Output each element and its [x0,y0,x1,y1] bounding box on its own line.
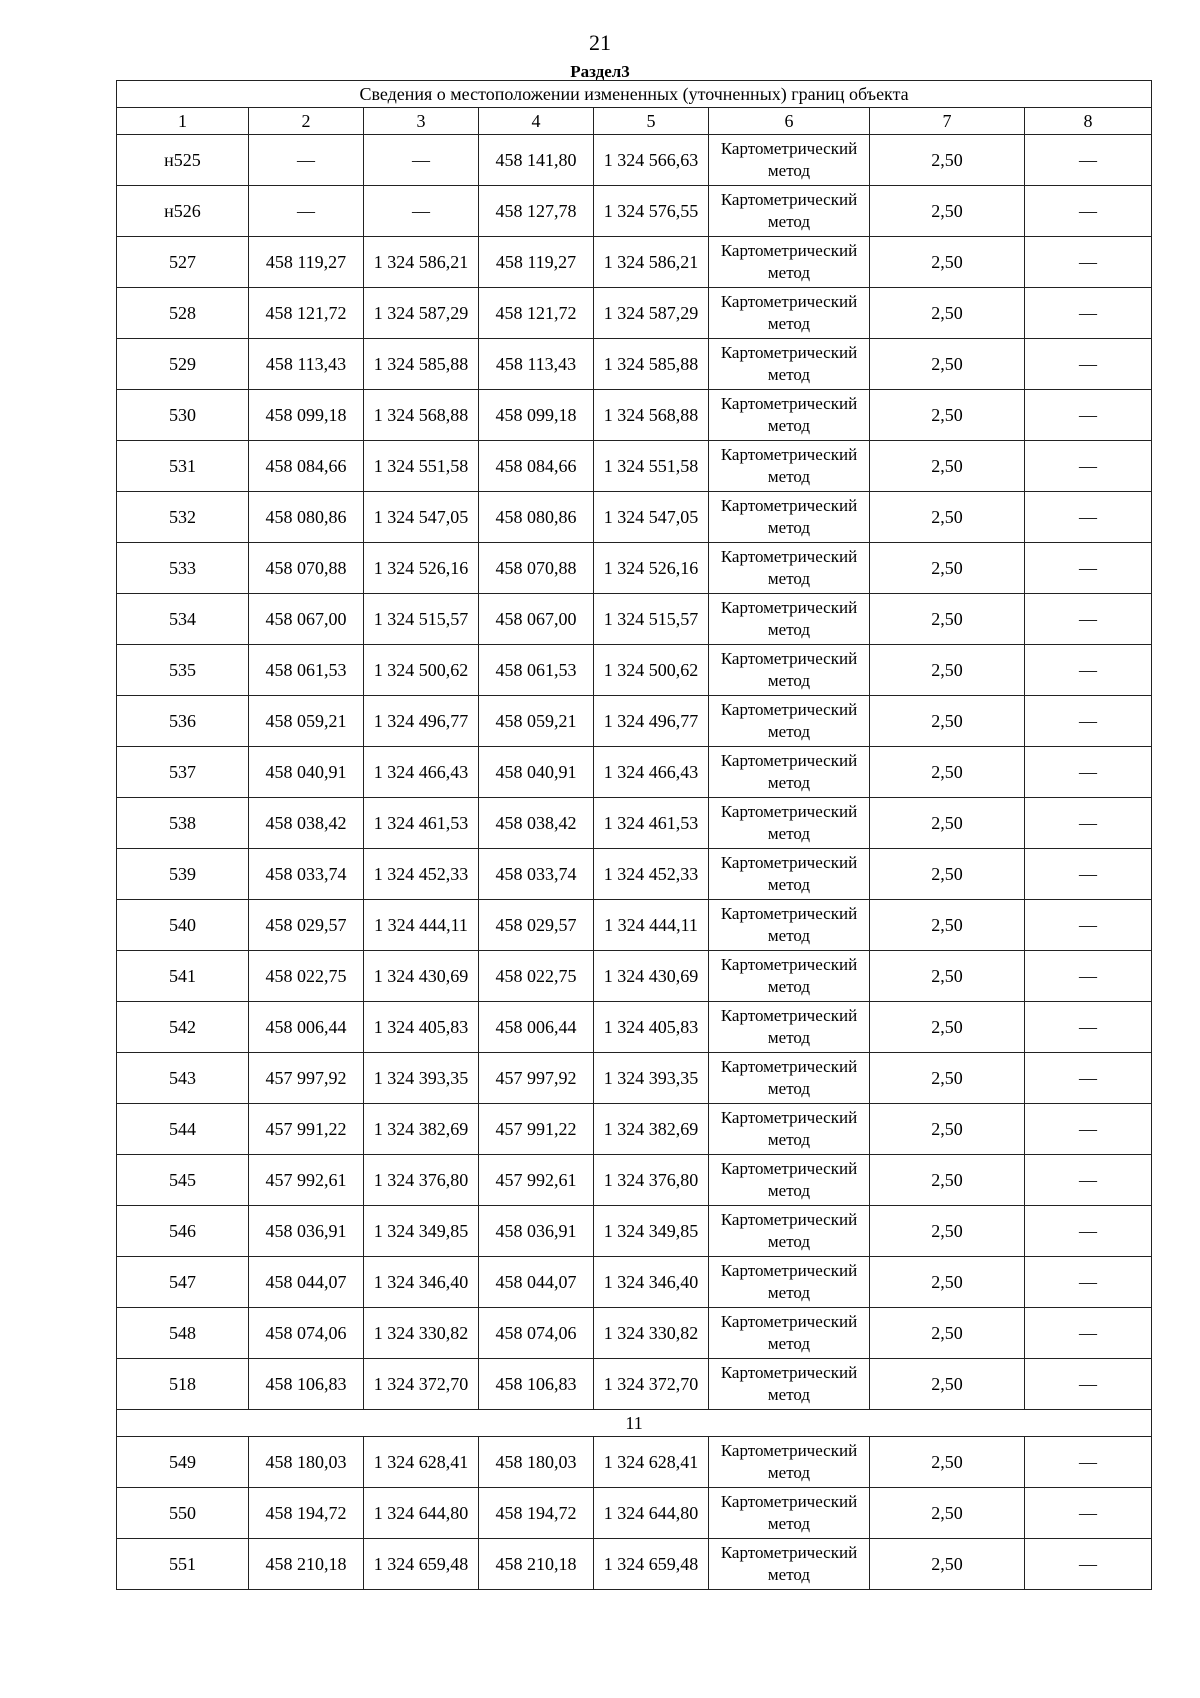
table-cell: 457 991,22 [479,1104,594,1155]
table-cell: 458 074,06 [249,1308,364,1359]
table-cell: 2,50 [870,1308,1025,1359]
table-cell: Картометрический метод [709,135,870,186]
table-cell: 458 044,07 [249,1257,364,1308]
table-row [117,1437,1152,1488]
table-cell: 1 324 659,48 [594,1539,709,1590]
table-cell: 1 324 586,21 [364,237,479,288]
table-cell: 458 059,21 [249,696,364,747]
table-cell: 1 324 496,77 [594,696,709,747]
table-cell: 458 036,91 [249,1206,364,1257]
table-cell: 551 [117,1539,249,1590]
table-row [117,1155,1152,1206]
table-cell: 2,50 [870,1359,1025,1410]
table-cell: 1 324 330,82 [594,1308,709,1359]
table-cell: 544 [117,1104,249,1155]
table-cell: 2,50 [870,288,1025,339]
table-cell: — [1025,288,1152,339]
table-cell: 1 324 461,53 [594,798,709,849]
table-cell: 2,50 [870,900,1025,951]
table-cell: 528 [117,288,249,339]
table-cell: 2,50 [870,1104,1025,1155]
table-cell: Картометрический метод [709,186,870,237]
table-row [117,1002,1152,1053]
table-cell: — [1025,186,1152,237]
table-cell: 2,50 [870,390,1025,441]
table-cell: Картометрический метод [709,492,870,543]
table-cell: 543 [117,1053,249,1104]
table-cell: 1 324 551,58 [364,441,479,492]
table-cell: 2,50 [870,696,1025,747]
table-cell: 2,50 [870,1539,1025,1590]
table-cell: 1 324 644,80 [594,1488,709,1539]
table-cell: 1 324 466,43 [364,747,479,798]
table-cell: 536 [117,696,249,747]
table-cell: 527 [117,237,249,288]
table-cell: 1 324 628,41 [594,1437,709,1488]
table-cell: 532 [117,492,249,543]
table-cell: Картометрический метод [709,1155,870,1206]
table-row [117,288,1152,339]
table-cell: 2,50 [870,441,1025,492]
table-cell: 535 [117,645,249,696]
table-cell: 546 [117,1206,249,1257]
table-row [117,1206,1152,1257]
table-row [117,645,1152,696]
table-cell: 458 022,75 [249,951,364,1002]
table-cell: 2,50 [870,1053,1025,1104]
table-cell: н525 [117,135,249,186]
table-cell: Картометрический метод [709,849,870,900]
table-row [117,1257,1152,1308]
table-cell: 1 324 376,80 [594,1155,709,1206]
table-cell: 458 033,74 [249,849,364,900]
table-cell: 458 080,86 [249,492,364,543]
table-cell: 458 061,53 [479,645,594,696]
table-cell: 458 180,03 [479,1437,594,1488]
table-row [117,696,1152,747]
table-cell: 537 [117,747,249,798]
table-cell: 458 022,75 [479,951,594,1002]
table-cell: 1 324 405,83 [594,1002,709,1053]
table-cell: — [1025,543,1152,594]
column-header: 4 [479,108,594,135]
table-cell: 458 070,88 [479,543,594,594]
table-cell: 458 038,42 [249,798,364,849]
table-cell: 458 036,91 [479,1206,594,1257]
table-cell: 458 141,80 [479,135,594,186]
table-cell: Картометрический метод [709,747,870,798]
table-cell: 1 324 547,05 [594,492,709,543]
table-row [117,1359,1152,1410]
table-cell: 1 324 500,62 [364,645,479,696]
table-cell: Картометрический метод [709,1002,870,1053]
table-row [117,237,1152,288]
table-cell: Картометрический метод [709,390,870,441]
table-cell: 1 324 576,55 [594,186,709,237]
contour-row [117,1410,1152,1437]
table-cell: — [1025,1002,1152,1053]
table-cell: 1 324 393,35 [364,1053,479,1104]
table-cell: 547 [117,1257,249,1308]
table-cell: 1 324 500,62 [594,645,709,696]
table-cell: Картометрический метод [709,288,870,339]
table-cell: 1 324 515,57 [594,594,709,645]
table-cell: 1 324 526,16 [594,543,709,594]
table-cell: 1 324 444,11 [364,900,479,951]
table-cell: 457 992,61 [249,1155,364,1206]
table-cell: 2,50 [870,951,1025,1002]
table-cell: — [1025,1206,1152,1257]
table-cell: Картометрический метод [709,696,870,747]
table-cell: 458 029,57 [249,900,364,951]
table-cell: 2,50 [870,1206,1025,1257]
table-cell: 2,50 [870,1488,1025,1539]
table-row [117,1539,1152,1590]
table-cell: 1 324 568,88 [594,390,709,441]
table-row [117,747,1152,798]
table-cell: — [1025,696,1152,747]
table-cell: 1 324 349,85 [364,1206,479,1257]
table-cell: 529 [117,339,249,390]
table-row [117,186,1152,237]
table-cell: 548 [117,1308,249,1359]
table-cell: 457 991,22 [249,1104,364,1155]
table-cell: 1 324 566,63 [594,135,709,186]
table-cell: 2,50 [870,1257,1025,1308]
table-cell: 458 121,72 [249,288,364,339]
table-cell: 458 029,57 [479,900,594,951]
table-cell: — [249,135,364,186]
table-cell: 458 194,72 [479,1488,594,1539]
table-cell: 2,50 [870,492,1025,543]
table-cell: 1 324 551,58 [594,441,709,492]
table-cell: 458 059,21 [479,696,594,747]
contour-label: 11 [117,1410,1152,1437]
table-cell: — [1025,951,1152,1002]
table-cell: 458 061,53 [249,645,364,696]
table-cell: 458 084,66 [249,441,364,492]
table-cell: 542 [117,1002,249,1053]
table-cell: 458 070,88 [249,543,364,594]
table-row [117,900,1152,951]
table-cell: — [1025,1104,1152,1155]
table-cell: 458 040,91 [479,747,594,798]
table-cell: 1 324 349,85 [594,1206,709,1257]
table-cell: — [1025,135,1152,186]
table-cell: 2,50 [870,798,1025,849]
table-cell: 458 080,86 [479,492,594,543]
table-cell: — [1025,594,1152,645]
table-cell: 458 180,03 [249,1437,364,1488]
table-cell: Картометрический метод [709,1053,870,1104]
column-header: 7 [870,108,1025,135]
table-cell: 534 [117,594,249,645]
table-cell: — [1025,798,1152,849]
table-cell: 533 [117,543,249,594]
table-cell: — [1025,339,1152,390]
table-cell: — [1025,237,1152,288]
table-row [117,390,1152,441]
table-cell: 1 324 452,33 [364,849,479,900]
table-cell: 458 040,91 [249,747,364,798]
table-cell: — [1025,900,1152,951]
table-cell: 2,50 [870,849,1025,900]
table-cell: 539 [117,849,249,900]
table-cell: 458 006,44 [479,1002,594,1053]
table-cell: 458 099,18 [479,390,594,441]
table-cell: 549 [117,1437,249,1488]
table-cell: 458 099,18 [249,390,364,441]
table-cell: 458 044,07 [479,1257,594,1308]
table-cell: 1 324 547,05 [364,492,479,543]
section-title: Раздел3 [570,62,630,81]
table-cell: 458 210,18 [479,1539,594,1590]
table-cell: 1 324 585,88 [364,339,479,390]
table-cell: 458 074,06 [479,1308,594,1359]
table-cell: 2,50 [870,339,1025,390]
table-cell: Картометрический метод [709,1539,870,1590]
table-cell: 1 324 346,40 [594,1257,709,1308]
table-cell: 1 324 461,53 [364,798,479,849]
table-cell: 1 324 430,69 [594,951,709,1002]
table-cell: Картометрический метод [709,1104,870,1155]
table-cell: 1 324 444,11 [594,900,709,951]
table-cell: — [1025,1308,1152,1359]
column-header: 8 [1025,108,1152,135]
table-cell: 2,50 [870,135,1025,186]
table-cell: 1 324 452,33 [594,849,709,900]
table-cell: 541 [117,951,249,1002]
table-row [117,543,1152,594]
table-row [117,441,1152,492]
table-cell: Картометрический метод [709,1437,870,1488]
table-cell: 458 121,72 [479,288,594,339]
table-cell: 2,50 [870,1002,1025,1053]
table-cell: 1 324 586,21 [594,237,709,288]
table-cell: 458 113,43 [479,339,594,390]
table-cell: — [1025,747,1152,798]
table-row [117,135,1152,186]
table-cell: — [1025,1155,1152,1206]
table-cell: 1 324 346,40 [364,1257,479,1308]
table-cell: 458 106,83 [249,1359,364,1410]
table-cell: 1 324 515,57 [364,594,479,645]
table-cell: 458 127,78 [479,186,594,237]
table-cell: Картометрический метод [709,543,870,594]
table-cell: 458 119,27 [479,237,594,288]
table-row [117,1308,1152,1359]
table-cell: 1 324 587,29 [364,288,479,339]
table-cell: 457 997,92 [249,1053,364,1104]
table-cell: Картометрический метод [709,951,870,1002]
table-cell: Картометрический метод [709,1488,870,1539]
table-cell: Картометрический метод [709,237,870,288]
table-cell: 1 324 382,69 [364,1104,479,1155]
table-cell: — [1025,441,1152,492]
coordinates-table [116,80,1152,1590]
table-cell: — [1025,1488,1152,1539]
table-cell: 2,50 [870,237,1025,288]
table-cell: 545 [117,1155,249,1206]
table-cell: 458 119,27 [249,237,364,288]
column-header: 1 [117,108,249,135]
table-cell: 458 067,00 [479,594,594,645]
table-cell: 458 106,83 [479,1359,594,1410]
table-cell: 457 997,92 [479,1053,594,1104]
table-cell: — [364,135,479,186]
table-cell: 1 324 405,83 [364,1002,479,1053]
table-cell: Картометрический метод [709,1206,870,1257]
table-row [117,951,1152,1002]
table-cell: 458 194,72 [249,1488,364,1539]
table-row [117,849,1152,900]
table-cell: — [1025,1257,1152,1308]
table-cell: 1 324 585,88 [594,339,709,390]
table-cell: 550 [117,1488,249,1539]
table-row [117,594,1152,645]
table-cell: — [1025,849,1152,900]
table-cell: 2,50 [870,594,1025,645]
table-cell: 2,50 [870,645,1025,696]
column-header-row [117,108,1152,135]
table-cell: 1 324 526,16 [364,543,479,594]
table-cell: 457 992,61 [479,1155,594,1206]
table-cell: Картометрический метод [709,339,870,390]
table-row [117,1053,1152,1104]
column-header: 2 [249,108,364,135]
table-cell: — [1025,1437,1152,1488]
table-row [117,798,1152,849]
page-number: 21 [589,30,611,55]
table-cell: Картометрический метод [709,1257,870,1308]
table-cell: 458 033,74 [479,849,594,900]
table-cell: н526 [117,186,249,237]
table-cell: 1 324 382,69 [594,1104,709,1155]
table-cell: 1 324 587,29 [594,288,709,339]
table-cell: — [1025,1053,1152,1104]
table-cell: 1 324 393,35 [594,1053,709,1104]
table-cell: 1 324 466,43 [594,747,709,798]
table-cell: 1 324 628,41 [364,1437,479,1488]
table-cell: Картометрический метод [709,441,870,492]
table-cell: 458 210,18 [249,1539,364,1590]
column-header: 5 [594,108,709,135]
table-cell: — [364,186,479,237]
table-cell: Картометрический метод [709,798,870,849]
column-header: 3 [364,108,479,135]
table-cell: 458 067,00 [249,594,364,645]
table-cell: 1 324 372,70 [594,1359,709,1410]
table-cell: 1 324 430,69 [364,951,479,1002]
table-cell: — [1025,492,1152,543]
table-cell: 2,50 [870,186,1025,237]
table-cell: 1 324 568,88 [364,390,479,441]
table-cell: Картометрический метод [709,900,870,951]
table-body [117,135,1152,1590]
table-cell: 458 038,42 [479,798,594,849]
table-cell: 2,50 [870,543,1025,594]
table-cell: Картометрический метод [709,1359,870,1410]
table-cell: — [1025,1359,1152,1410]
table-cell: 540 [117,900,249,951]
table-cell: Картометрический метод [709,1308,870,1359]
table-cell: 538 [117,798,249,849]
table-cell: 1 324 376,80 [364,1155,479,1206]
table-cell: 1 324 330,82 [364,1308,479,1359]
table-cell: — [1025,645,1152,696]
table-caption: Сведения о местоположении измененных (уточненных) границ объекта [117,81,1152,108]
table-cell: 1 324 644,80 [364,1488,479,1539]
table-cell: — [1025,390,1152,441]
table-cell: Картометрический метод [709,645,870,696]
table-cell: 518 [117,1359,249,1410]
table-cell: 2,50 [870,1155,1025,1206]
table-row [117,1488,1152,1539]
table-cell: — [1025,1539,1152,1590]
table-cell: Картометрический метод [709,594,870,645]
table-cell: 531 [117,441,249,492]
table-row [117,492,1152,543]
table-cell: 530 [117,390,249,441]
table-cell: 2,50 [870,1437,1025,1488]
table-cell: 458 084,66 [479,441,594,492]
table-cell: 1 324 659,48 [364,1539,479,1590]
column-header: 6 [709,108,870,135]
table-cell: 1 324 496,77 [364,696,479,747]
table-cell: 1 324 372,70 [364,1359,479,1410]
table-row [117,1104,1152,1155]
table-cell: — [249,186,364,237]
table-cell: 458 113,43 [249,339,364,390]
table-row [117,339,1152,390]
table-cell: 2,50 [870,747,1025,798]
table-cell: 458 006,44 [249,1002,364,1053]
